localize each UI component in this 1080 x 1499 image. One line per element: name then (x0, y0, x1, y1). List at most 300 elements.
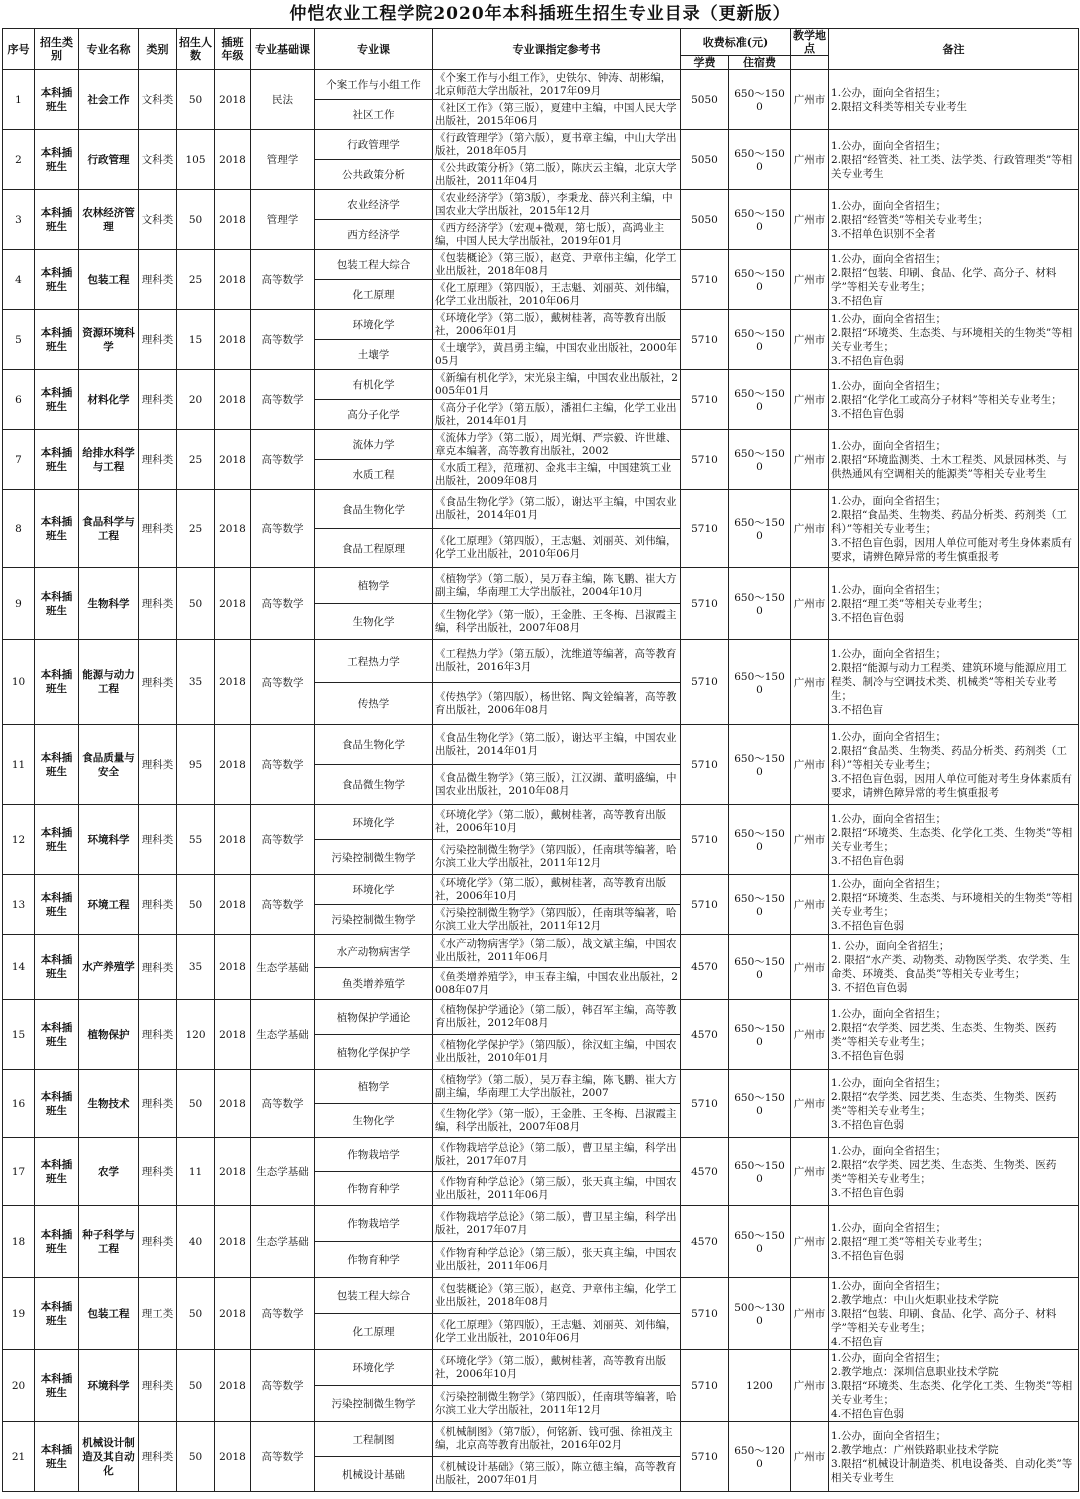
row-category: 理科类 (139, 310, 177, 370)
row-category: 理科类 (139, 1000, 177, 1070)
header-books: 专业课指定参考书 (433, 29, 681, 70)
row-dorm: 650～1500 (729, 190, 791, 250)
row-basic: 高等数学 (251, 640, 315, 725)
row-dorm: 650～1500 (729, 370, 791, 430)
row-location: 广州市 (791, 190, 829, 250)
course-name: 工程热力学 (315, 640, 433, 683)
row-type: 本科插班生 (35, 1070, 79, 1138)
row-type: 本科插班生 (35, 1422, 79, 1492)
row-basic: 高等数学 (251, 430, 315, 490)
row-dorm: 650～1500 (729, 640, 791, 725)
row-category: 理科类 (139, 490, 177, 568)
row-seq: 12 (3, 805, 35, 875)
row-note: 1. 公办，面向全省招生； 2. 限招“水产类、动物类、动物医学类、农学类、生命类、环境类、食品类”等相关专业考生； 3. 不招色盲色弱 (829, 935, 1079, 1000)
course-book: 《植物学》（第二版），吴万春主编，陈飞鹏、崔大方副主编，华南理工大学出版社，2004年10月 (433, 568, 681, 604)
course-book: 《污染控制微生物学》（第四版），任南琪等编著，哈尔滨工业大学出版社，2011年12月 (433, 840, 681, 875)
row-count: 20 (177, 370, 215, 430)
course-name: 高分子化学 (315, 400, 433, 430)
row-seq: 15 (3, 1000, 35, 1070)
course-name: 生物化学 (315, 604, 433, 640)
row-major: 植物保护 (79, 1000, 139, 1070)
row-type: 本科插班生 (35, 370, 79, 430)
row-tuition: 5710 (681, 490, 729, 568)
table-row (3, 490, 1079, 529)
row-seq: 20 (3, 1350, 35, 1422)
row-grade: 2018 (215, 430, 251, 490)
course-book: 《化工原理》（第四版），王志魁、刘丽英、刘伟编，化学工业出版社，2010年06月 (433, 529, 681, 568)
row-seq: 13 (3, 875, 35, 935)
row-basic: 生态学基础 (251, 935, 315, 1000)
row-location: 广州市 (791, 935, 829, 1000)
row-major: 环境工程 (79, 875, 139, 935)
row-major: 包装工程 (79, 250, 139, 310)
table-row (3, 1278, 1079, 1314)
course-name: 植物学 (315, 1070, 433, 1104)
header-course: 专业课 (315, 29, 433, 70)
row-location: 广州市 (791, 1206, 829, 1278)
row-dorm: 650～1500 (729, 935, 791, 1000)
row-note: 1.公办，面向全省招生； 2.限招“化学化工或高分子材料”等相关专业考生； 3.不招色盲色弱 (829, 370, 1079, 430)
row-note: 1.公办，面向全省招生； 2.限招“环境类、生态类、与环境相关的生物类”等相关专业考生； 3.不招色盲色弱 (829, 310, 1079, 370)
row-type: 本科插班生 (35, 725, 79, 805)
course-name: 西方经济学 (315, 220, 433, 250)
row-major: 生物技术 (79, 1070, 139, 1138)
course-name: 植物学 (315, 568, 433, 604)
row-dorm: 650～1500 (729, 70, 791, 130)
row-basic: 高等数学 (251, 805, 315, 875)
row-major: 农林经济管理 (79, 190, 139, 250)
course-name: 水质工程 (315, 460, 433, 490)
row-grade: 2018 (215, 725, 251, 805)
course-name: 植物保护学通论 (315, 1000, 433, 1035)
table-row (3, 190, 1079, 220)
course-book: 《鱼类增养殖学》，申玉春主编，中国农业出版社，2008年07月 (433, 968, 681, 1000)
course-name: 作物栽培学 (315, 1206, 433, 1242)
course-name: 生物化学 (315, 1104, 433, 1138)
course-book: 《生物化学》（第一版），王金胜、王冬梅、吕淑霞主编，科学出版社，2007年08月 (433, 1104, 681, 1138)
row-category: 理科类 (139, 1070, 177, 1138)
row-tuition: 4570 (681, 1206, 729, 1278)
row-type: 本科插班生 (35, 130, 79, 190)
course-book: 《作物育种学总论》（第三版），张天真主编，中国农业出版社，2011年06月 (433, 1172, 681, 1206)
row-seq: 9 (3, 568, 35, 640)
row-location: 广州市 (791, 568, 829, 640)
course-name: 行政管理学 (315, 130, 433, 160)
course-name: 机械设计基础 (315, 1457, 433, 1492)
row-note: 1.公办，面向全省招生； 2.限招“环境类、生态类、与环境相关的生物类”等相关专业考生； 3.不招色盲色弱 (829, 875, 1079, 935)
course-book: 《包装概论》（第三版），赵竞、尹章伟主编，化学工业出版社，2018年08月 (433, 250, 681, 280)
row-dorm: 650～1500 (729, 250, 791, 310)
row-seq: 19 (3, 1278, 35, 1350)
course-name: 食品生物化学 (315, 490, 433, 529)
row-tuition: 5710 (681, 430, 729, 490)
row-location: 广州市 (791, 1138, 829, 1206)
row-location: 广州市 (791, 805, 829, 875)
row-type: 本科插班生 (35, 190, 79, 250)
course-book: 《包装概论》（第三版），赵竞、尹章伟主编，化学工业出版社，2018年08月 (433, 1278, 681, 1314)
course-book: 《植物化学保护学》（第四版），徐汉虹主编，中国农业出版社，2010年01月 (433, 1035, 681, 1070)
course-book: 《流体力学》（第二版），周光炯、严宗毅、许世雄、章克本编著，高等教育出版社，2002 (433, 430, 681, 460)
row-basic: 高等数学 (251, 250, 315, 310)
course-name: 作物栽培学 (315, 1138, 433, 1172)
row-tuition: 5710 (681, 568, 729, 640)
row-category: 理科类 (139, 430, 177, 490)
row-location: 广州市 (791, 250, 829, 310)
row-note: 1.公办，面向全省招生； 2.限招“环境类、生态类、化学化工类、生物类”等相关专业考生； 3.不招色盲色弱 (829, 805, 1079, 875)
row-dorm: 650～1500 (729, 1070, 791, 1138)
row-major: 农学 (79, 1138, 139, 1206)
course-book: 《食品微生物学》（第三版），江汉湖、董明盛编，中国农业出版社，2010年08月 (433, 765, 681, 805)
row-seq: 7 (3, 430, 35, 490)
row-note: 1.公办，面向全省招生； 2.限招“食品类、生物类、药品分析类、药剂类（工科）”等相关专业考生； 3.不招色盲色弱，因用人单位可能对考生身体素质有要求，请辨色障异常的考生慎重报考 (829, 725, 1079, 805)
row-grade: 2018 (215, 1138, 251, 1206)
course-book: 《新编有机化学》，宋光泉主编，中国农业出版社，2005年01月 (433, 370, 681, 400)
row-dorm: 650～1500 (729, 1206, 791, 1278)
row-count: 95 (177, 725, 215, 805)
row-category: 理科类 (139, 725, 177, 805)
row-count: 105 (177, 130, 215, 190)
row-basic: 高等数学 (251, 490, 315, 568)
row-count: 40 (177, 1206, 215, 1278)
course-book: 《机械设计基础》（第三版），陈立德主编，高等教育出版社，2007年01月 (433, 1457, 681, 1492)
row-tuition: 5710 (681, 310, 729, 370)
row-note: 1.公办，面向全省招生； 2.限招“农学类、园艺类、生态类、生物类、医药类”等相关专业考生； 3.不招色盲色弱 (829, 1138, 1079, 1206)
row-tuition: 5710 (681, 250, 729, 310)
row-grade: 2018 (215, 250, 251, 310)
course-book: 《高分子化学》（第五版），潘祖仁主编，化学工业出版社，2014年01月 (433, 400, 681, 430)
row-grade: 2018 (215, 1350, 251, 1422)
row-seq: 14 (3, 935, 35, 1000)
course-name: 污染控制微生物学 (315, 905, 433, 935)
row-count: 25 (177, 250, 215, 310)
course-name: 包装工程大综合 (315, 250, 433, 280)
row-tuition: 5050 (681, 190, 729, 250)
row-location: 广州市 (791, 430, 829, 490)
row-major: 环境科学 (79, 1350, 139, 1422)
row-count: 15 (177, 310, 215, 370)
row-dorm: 500～1300 (729, 1278, 791, 1350)
row-note: 1.公办，面向全省招生； 2.限招“经管类”等相关专业考生； 3.不招单色识别不全者 (829, 190, 1079, 250)
row-major: 资源环境科学 (79, 310, 139, 370)
row-tuition: 5050 (681, 130, 729, 190)
row-grade: 2018 (215, 1278, 251, 1350)
row-type: 本科插班生 (35, 568, 79, 640)
row-note: 1.公办，面向全省招生； 2.教学地点：广州铁路职业技术学院 3.限招“机械设计制造类、机电设备类、自动化类”等相关专业考生 (829, 1422, 1079, 1492)
row-basic: 生态学基础 (251, 1138, 315, 1206)
row-category: 理科类 (139, 640, 177, 725)
row-location: 广州市 (791, 1350, 829, 1422)
course-name: 污染控制微生物学 (315, 840, 433, 875)
row-major: 给排水科学与工程 (79, 430, 139, 490)
table-row (3, 70, 1079, 100)
row-grade: 2018 (215, 640, 251, 725)
table-row (3, 370, 1079, 400)
row-type: 本科插班生 (35, 875, 79, 935)
row-count: 25 (177, 490, 215, 568)
header-count: 招生人数 (177, 29, 215, 70)
row-type: 本科插班生 (35, 1206, 79, 1278)
row-note: 1.公办，面向全省招生； 2.教学地点：中山火炬职业技术学院 3.限招“包装、印刷、食品、化学、高分子、材料学”等相关专业考生； 4.不招色盲 (829, 1278, 1079, 1350)
row-basic: 生态学基础 (251, 1206, 315, 1278)
header-type: 招生类别 (35, 29, 79, 70)
row-category: 理科类 (139, 568, 177, 640)
row-basic: 高等数学 (251, 568, 315, 640)
admission-table (2, 28, 1079, 1492)
course-name: 环境化学 (315, 805, 433, 840)
row-major: 食品质量与安全 (79, 725, 139, 805)
row-dorm: 650～1500 (729, 130, 791, 190)
course-book: 《植物保护学通论》（第二版），韩召军主编，高等教育出版社，2012年08月 (433, 1000, 681, 1035)
row-grade: 2018 (215, 1422, 251, 1492)
table-row (3, 935, 1079, 968)
row-tuition: 5710 (681, 875, 729, 935)
row-seq: 1 (3, 70, 35, 130)
row-category: 文科类 (139, 190, 177, 250)
course-name: 流体力学 (315, 430, 433, 460)
row-major: 生物科学 (79, 568, 139, 640)
row-type: 本科插班生 (35, 640, 79, 725)
course-book: 《植物学》（第二版），吴万春主编，陈飞鹏、崔大方副主编，华南理工大学出版社，2007 (433, 1070, 681, 1104)
course-name: 鱼类增养殖学 (315, 968, 433, 1000)
row-major: 社会工作 (79, 70, 139, 130)
course-book: 《污染控制微生物学》（第四版），任南琪等编著，哈尔滨工业大学出版社，2011年12月 (433, 1386, 681, 1422)
course-book: 《社区工作》（第三版），夏建中主编，中国人民大学出版社，2015年06月 (433, 100, 681, 130)
header-fee: 收费标准(元) (681, 29, 791, 56)
row-seq: 3 (3, 190, 35, 250)
row-type: 本科插班生 (35, 1350, 79, 1422)
course-book: 《作物栽培学总论》（第二版），曹卫星主编，科学出版社，2017年07月 (433, 1206, 681, 1242)
header-major: 专业名称 (79, 29, 139, 70)
row-location: 广州市 (791, 310, 829, 370)
row-type: 本科插班生 (35, 310, 79, 370)
row-grade: 2018 (215, 1070, 251, 1138)
row-note: 1.公办，面向全省招生； 2.限招“经管类、社工类、法学类、行政管理类”等相关专业考生 (829, 130, 1079, 190)
row-note: 1.公办，面向全省招生； 2.限招“理工类”等相关专业考生； 3.不招色盲色弱 (829, 1206, 1079, 1278)
row-basic: 高等数学 (251, 875, 315, 935)
row-seq: 11 (3, 725, 35, 805)
row-count: 50 (177, 1422, 215, 1492)
row-location: 广州市 (791, 490, 829, 568)
row-count: 55 (177, 805, 215, 875)
course-book: 《公共政策分析》（第二版），陈庆云主编，北京大学出版社，2011年04月 (433, 160, 681, 190)
row-count: 11 (177, 1138, 215, 1206)
row-tuition: 5710 (681, 1422, 729, 1492)
row-major: 包装工程 (79, 1278, 139, 1350)
row-note: 1.公办，面向全省招生； 2.限招“农学类、园艺类、生态类、生物类、医药类”等相关专业考生； 3.不招色盲色弱 (829, 1000, 1079, 1070)
row-location: 广州市 (791, 370, 829, 430)
row-count: 50 (177, 1070, 215, 1138)
header-seq: 序号 (3, 29, 35, 70)
row-dorm: 650～1500 (729, 725, 791, 805)
course-name: 食品微生物学 (315, 765, 433, 805)
course-name: 包装工程大综合 (315, 1278, 433, 1314)
row-dorm: 1200 (729, 1350, 791, 1422)
course-book: 《工程热力学》（第五版），沈维道等编著，高等教育出版社，2016年3月 (433, 640, 681, 683)
row-dorm: 650～1500 (729, 805, 791, 875)
row-count: 50 (177, 1278, 215, 1350)
row-note: 1.公办，面向全省招生； 2.限招“能源与动力工程类、建筑环境与能源应用工程类、制冷与空调技术类、机械类”等相关专业考生； 3.不招色盲 (829, 640, 1079, 725)
course-name: 社区工作 (315, 100, 433, 130)
row-category: 理工类 (139, 1278, 177, 1350)
row-seq: 5 (3, 310, 35, 370)
row-note: 1.公办，面向全省招生； 2.限招文科类等相关专业考生 (829, 70, 1079, 130)
row-type: 本科插班生 (35, 490, 79, 568)
row-major: 行政管理 (79, 130, 139, 190)
course-book: 《水质工程》，范瑾初、金兆丰主编，中国建筑工业出版社，2009年08月 (433, 460, 681, 490)
row-count: 50 (177, 875, 215, 935)
row-category: 理科类 (139, 875, 177, 935)
table-row (3, 130, 1079, 160)
course-name: 环境化学 (315, 310, 433, 340)
row-seq: 18 (3, 1206, 35, 1278)
row-category: 理科类 (139, 935, 177, 1000)
row-seq: 8 (3, 490, 35, 568)
row-dorm: 650～1500 (729, 1000, 791, 1070)
row-dorm: 650～1500 (729, 1138, 791, 1206)
table-body (3, 70, 1079, 1492)
row-grade: 2018 (215, 805, 251, 875)
row-type: 本科插班生 (35, 1278, 79, 1350)
course-book: 《生物化学》（第一版），王金胜、王冬梅、吕淑霞主编，科学出版社，2007年08月 (433, 604, 681, 640)
row-location: 广州市 (791, 130, 829, 190)
row-category: 理科类 (139, 250, 177, 310)
table-row (3, 310, 1079, 340)
row-grade: 2018 (215, 1000, 251, 1070)
row-count: 25 (177, 430, 215, 490)
row-category: 理科类 (139, 1422, 177, 1492)
course-name: 化工原理 (315, 280, 433, 310)
row-dorm: 650～1200 (729, 1422, 791, 1492)
row-tuition: 4570 (681, 935, 729, 1000)
table-row (3, 250, 1079, 280)
row-type: 本科插班生 (35, 250, 79, 310)
header-location-sub (791, 56, 829, 70)
header-grade: 插班年级 (215, 29, 251, 70)
course-book: 《污染控制微生物学》（第四版），任南琪等编著，哈尔滨工业大学出版社，2011年12月 (433, 905, 681, 935)
course-book: 《传热学》（第四版），杨世铭、陶文铨编著，高等教育出版社，2006年08月 (433, 683, 681, 725)
row-tuition: 4570 (681, 1138, 729, 1206)
row-seq: 4 (3, 250, 35, 310)
row-count: 35 (177, 935, 215, 1000)
row-note: 1.公办，面向全省招生； 2.教学地点：深圳信息职业技术学院 3.限招“环境类、生态类、化学化工类、生物类”等相关专业考生； 4.不招色盲色弱 (829, 1350, 1079, 1422)
row-category: 理科类 (139, 805, 177, 875)
row-location: 广州市 (791, 1000, 829, 1070)
table-row (3, 875, 1079, 905)
table-row (3, 1070, 1079, 1104)
row-note: 1.公办，面向全省招生； 2.限招“包装、印刷、食品、化学、高分子、材料学”等相关专业考生； 3.不招色盲 (829, 250, 1079, 310)
row-tuition: 5050 (681, 70, 729, 130)
table-row (3, 1138, 1079, 1172)
row-seq: 6 (3, 370, 35, 430)
header-dorm: 住宿费 (729, 56, 791, 70)
row-grade: 2018 (215, 568, 251, 640)
row-basic: 管理学 (251, 130, 315, 190)
row-grade: 2018 (215, 1206, 251, 1278)
row-major: 材料化学 (79, 370, 139, 430)
row-dorm: 650～1500 (729, 875, 791, 935)
table-row (3, 1422, 1079, 1457)
course-name: 环境化学 (315, 875, 433, 905)
row-grade: 2018 (215, 875, 251, 935)
row-dorm: 650～1500 (729, 310, 791, 370)
row-note: 1.公办，面向全省招生； 2.限招“农学类、园艺类、生态类、生物类、医药类”等相关专业考生； 3.不招色盲色弱 (829, 1070, 1079, 1138)
course-name: 食品工程原理 (315, 529, 433, 568)
course-name: 公共政策分析 (315, 160, 433, 190)
row-location: 广州市 (791, 1278, 829, 1350)
row-major: 环境科学 (79, 805, 139, 875)
table-row (3, 430, 1079, 460)
table-row (3, 1206, 1079, 1242)
course-name: 土壤学 (315, 340, 433, 370)
row-tuition: 4570 (681, 1000, 729, 1070)
course-book: 《食品生物化学》（第二版），谢达平主编，中国农业出版社，2014年01月 (433, 725, 681, 765)
row-major: 食品科学与工程 (79, 490, 139, 568)
row-type: 本科插班生 (35, 70, 79, 130)
row-grade: 2018 (215, 70, 251, 130)
row-count: 35 (177, 640, 215, 725)
row-tuition: 5710 (681, 805, 729, 875)
row-major: 水产养殖学 (79, 935, 139, 1000)
row-basic: 生态学基础 (251, 1000, 315, 1070)
course-name: 工程制图 (315, 1422, 433, 1457)
row-location: 广州市 (791, 1070, 829, 1138)
course-book: 《作物育种学总论》（第三版），张天真主编，中国农业出版社，2011年06月 (433, 1242, 681, 1278)
table-row (3, 805, 1079, 840)
row-grade: 2018 (215, 935, 251, 1000)
row-type: 本科插班生 (35, 430, 79, 490)
header-tuition: 学费 (681, 56, 729, 70)
row-type: 本科插班生 (35, 935, 79, 1000)
row-type: 本科插班生 (35, 1138, 79, 1206)
row-dorm: 650～1500 (729, 490, 791, 568)
course-book: 《环境化学》（第二版），戴树桂著，高等教育出版社，2006年10月 (433, 805, 681, 840)
row-tuition: 5710 (681, 370, 729, 430)
header-location: 教学地点 (791, 29, 829, 56)
course-name: 环境化学 (315, 1350, 433, 1386)
row-grade: 2018 (215, 190, 251, 250)
row-seq: 17 (3, 1138, 35, 1206)
row-tuition: 5710 (681, 640, 729, 725)
row-location: 广州市 (791, 875, 829, 935)
row-count: 50 (177, 568, 215, 640)
row-count: 120 (177, 1000, 215, 1070)
course-name: 作物育种学 (315, 1242, 433, 1278)
course-book: 《环境化学》（第二版），戴树桂著，高等教育出版社，2006年01月 (433, 310, 681, 340)
row-count: 50 (177, 190, 215, 250)
row-basic: 高等数学 (251, 1422, 315, 1492)
course-book: 《环境化学》（第二版），戴树桂著，高等教育出版社，2006年10月 (433, 875, 681, 905)
course-name: 食品生物化学 (315, 725, 433, 765)
course-book: 《作物栽培学总论》（第二版），曹卫星主编，科学出版社，2017年07月 (433, 1138, 681, 1172)
course-book: 《机械制图》（第7版），何铭新、钱可强、徐祖茂主编，北京高等教育出版社，2016年02月 (433, 1422, 681, 1457)
course-name: 化工原理 (315, 1314, 433, 1350)
row-category: 文科类 (139, 130, 177, 190)
course-name: 作物育种学 (315, 1172, 433, 1206)
course-book: 《农业经济学》（第3版），李秉龙、薛兴利主编，中国农业大学出版社，2015年12月 (433, 190, 681, 220)
row-major: 能源与动力工程 (79, 640, 139, 725)
course-name: 农业经济学 (315, 190, 433, 220)
row-dorm: 650～1500 (729, 568, 791, 640)
table-row (3, 1350, 1079, 1386)
course-book: 《环境化学》（第二版），戴树桂著，高等教育出版社，2006年10月 (433, 1350, 681, 1386)
row-type: 本科插班生 (35, 805, 79, 875)
row-seq: 21 (3, 1422, 35, 1492)
course-book: 《食品生物化学》（第二版），谢达平主编，中国农业出版社，2014年01月 (433, 490, 681, 529)
header-note: 备注 (829, 29, 1079, 70)
course-book: 《化工原理》（第四版），王志魁、刘丽英、刘伟编，化学工业出版社，2010年06月 (433, 1314, 681, 1350)
course-book: 《化工原理》（第四版），王志魁、刘丽英、刘伟编，化学工业出版社，2010年06月 (433, 280, 681, 310)
row-seq: 10 (3, 640, 35, 725)
